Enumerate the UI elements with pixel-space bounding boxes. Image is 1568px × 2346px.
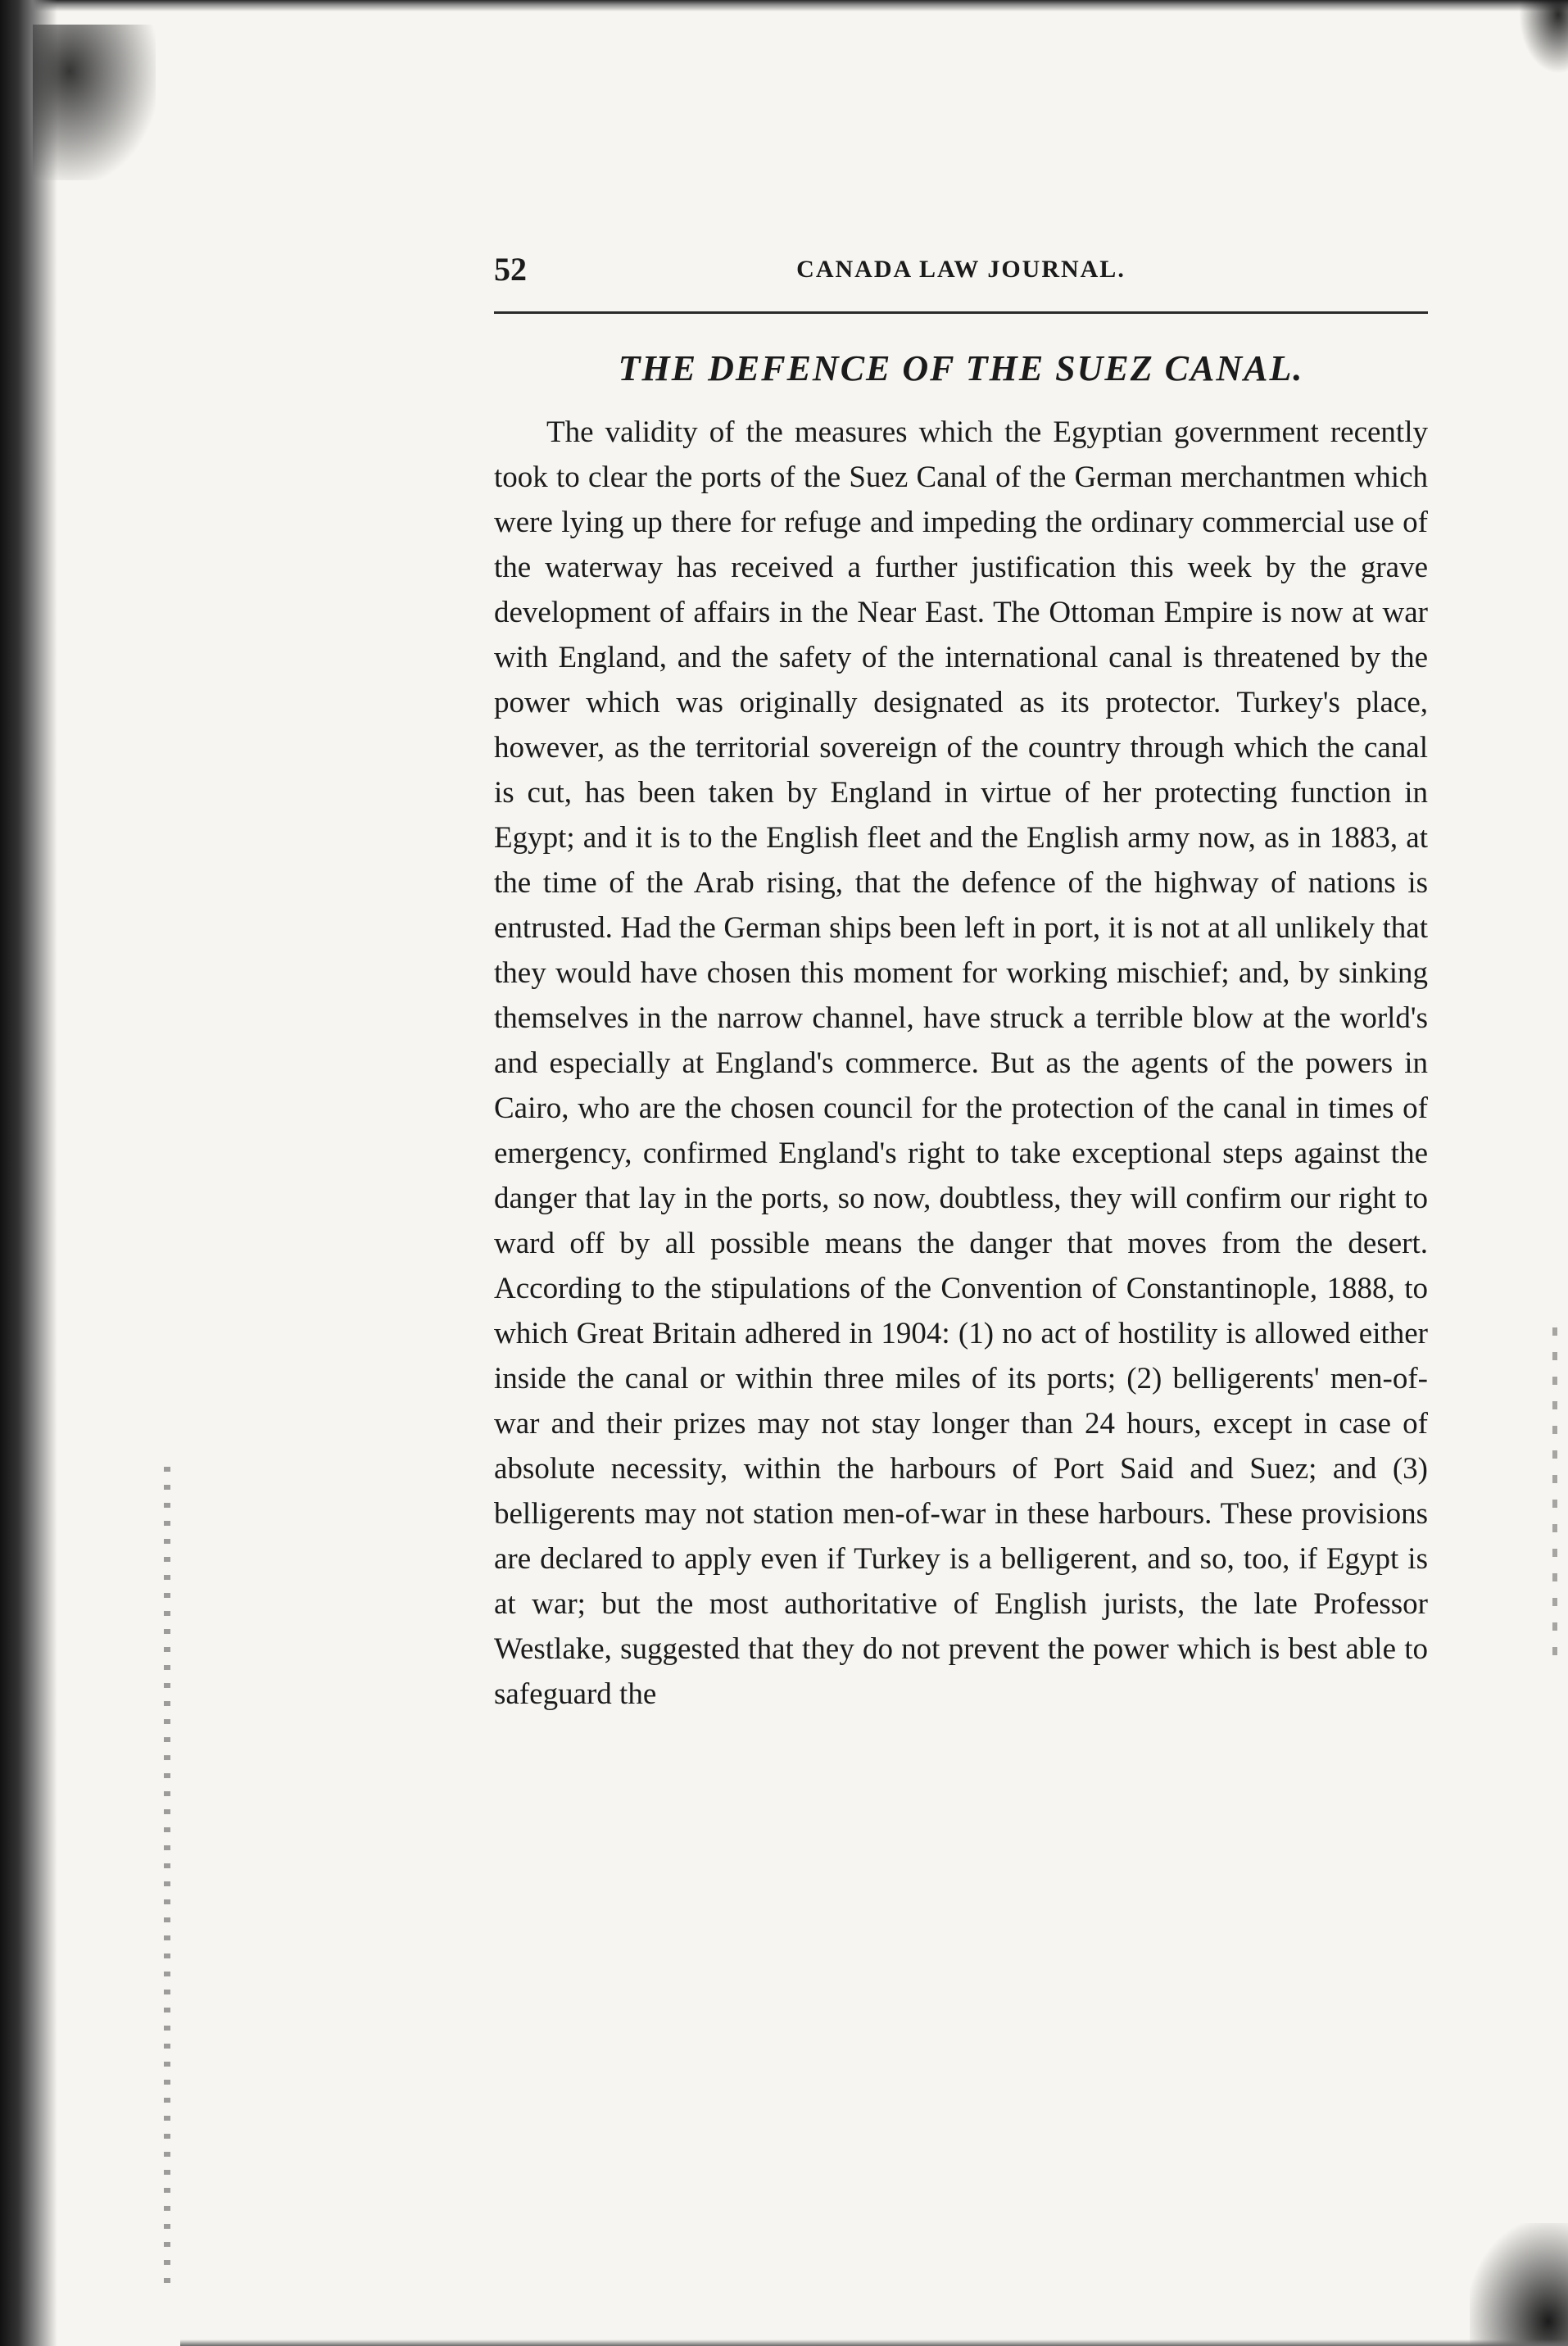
page-number: 52 [494,251,527,288]
article-body: The validity of the measures which the Egyptian government recently took to clear the ports of the Suez Canal of the German merchantmen which were lying up there for refuge and impeding the ordinary commercial use of the waterway has received a further justification this week by the grave development of affairs in the Near East. The Ottoman Empire is now at war with England, and the safety of the international canal is threatened by the power which was originally designated as its protector. Turkey's place, however, as the territorial sovereign of the country through which the canal is cut, has been taken by England in virtue of her protecting function in Egypt; and it is to the English fleet and the English army now, as in 1883, at the time of the Arab rising, that the defence of the highway of nations is entrusted. Had the German ships been left in port, it is not at all unlikely that they would have chosen this moment for working mischief; and, by sinking themselves in the narrow channel, have struck a terrible blow at the world's and especially at England's commerce. But as the agents of the powers in Cairo, who are the chosen council for the protection of the canal in times of emergency, confirmed England's right to take exceptional steps against the danger that lay in the ports, so now, doubtless, they will confirm our right to ward off by all possible means the danger that moves from the desert. According to the stipulations of the Convention of Constantinople, 1888, to which Great Britain adhered in 1904: (1) no act of hostility is allowed either inside the canal or within three miles of its ports; (2) belligerents' men-of-war and their prizes may not stay longer than 24 hours, except in case of absolute necessity, within the harbours of Port Said and Suez; and (3) belligerents may not station men-of-war in these harbours. These provisions are declared to apply even if Turkey is a belligerent, and so, too, if Egypt is at war; but the most authoritative of English jurists, the late Professor Westlake, suggested that they do not prevent the power which is best able to safeguard the [494,415,1428,1711]
header-rule [494,311,1428,314]
running-head: CANADA LAW JOURNAL. [796,256,1126,283]
scan-blot-bottom-right [1470,2223,1568,2346]
margin-marks-right [1552,1327,1557,1672]
scan-edge-top [0,0,1568,11]
margin-marks-left [164,1467,170,2286]
scan-edge-left [0,0,57,2346]
article-title: THE DEFENCE OF THE SUEZ CANAL. [618,348,1304,388]
scan-blot-top-right [1519,0,1568,74]
scan-blot-top-left [33,25,156,180]
scan-edge-bottom [180,2339,1568,2346]
page-header [494,249,1428,290]
